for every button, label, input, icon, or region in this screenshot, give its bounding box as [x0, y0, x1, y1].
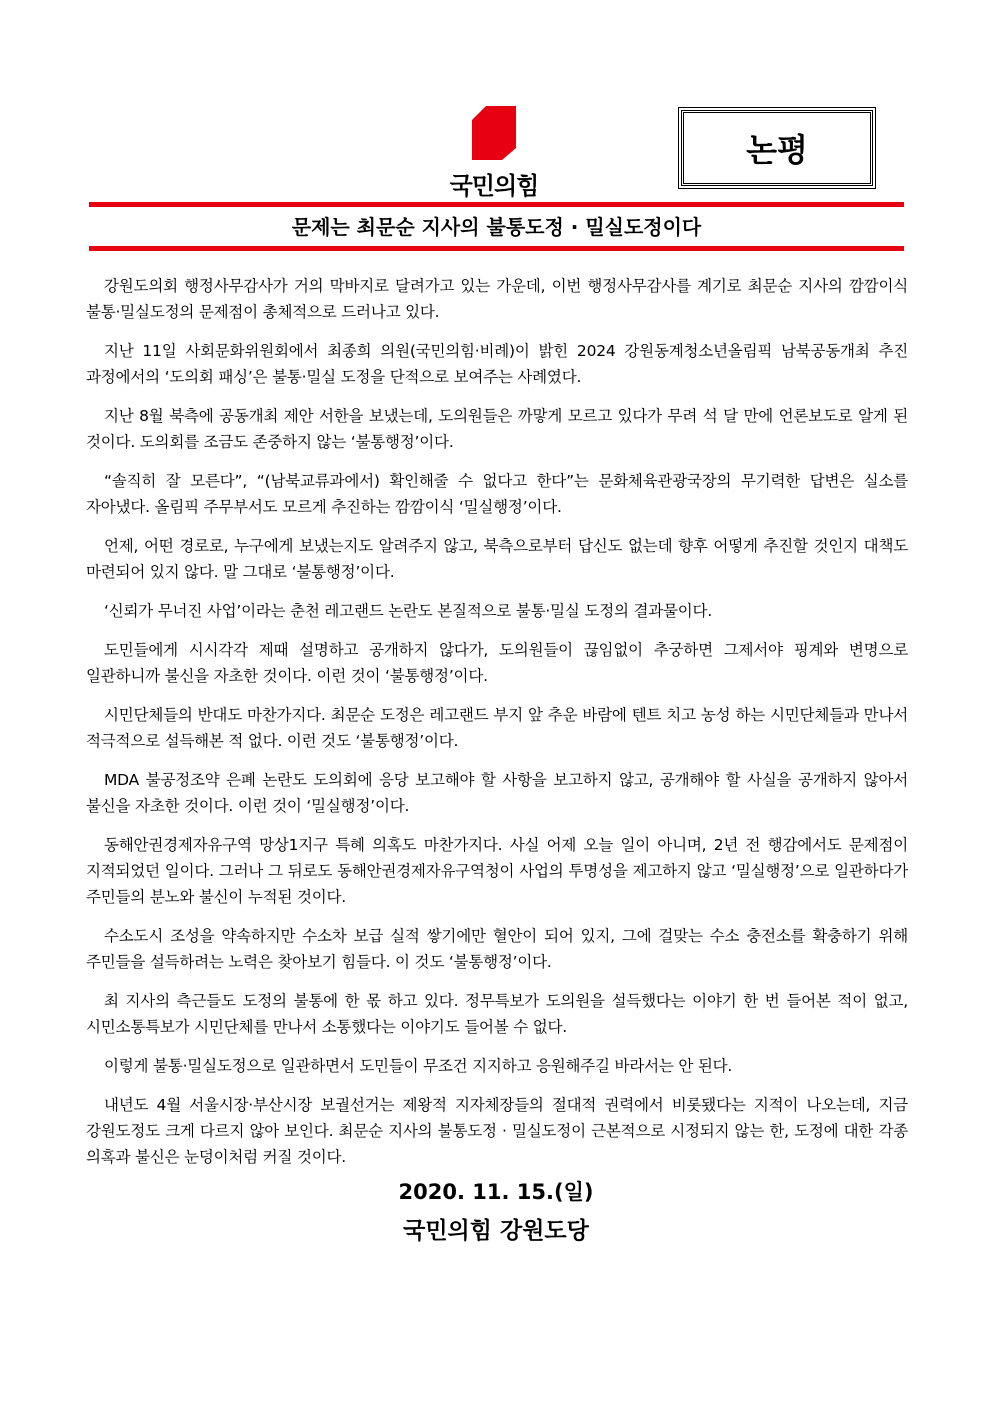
party-logo: [436, 106, 552, 198]
paragraph: 시민단체들의 반대도 마찬가지다. 최문순 도정은 레고랜드 부지 앞 추운 바람에 텐트 치고 농성 하는 시민단체들과 만나서 적극적으로 설득해본 적 없다. 이런 것도 ‘불통행정’이다.: [86, 706, 908, 750]
issuing-organization: 국민의힘 강원도당: [403, 1218, 589, 1244]
party-logo-mark: [472, 106, 516, 160]
headline: 문제는 최문순 지사의 불통도정 · 밀실도정이다: [291, 215, 702, 239]
paragraph: 내년도 4월 서울시장·부산시장 보궐선거는 제왕적 지자체장들의 절대적 권력에서 비롯됐다는 지적이 나오는데, 지금 강원도정도 크게 다르지 않아 보인다. 최문순 지사의 불통도정 · 밀실도정이 근본적으로 시정되지 않는 한, 도정에 대한 각종 의혹과 불신은 눈덩이처럼 커질 것이다.: [86, 1096, 908, 1166]
document-type-box: [681, 110, 873, 186]
document-type-label: 논평: [746, 131, 808, 169]
paragraph: 강원도의회 행정사무감사가 거의 막바지로 달려가고 있는 가운데, 이번 행정사무감사를 계기로 최문순 지사의 깜깜이식 불통·밀실도정의 문제점이 총체적으로 드러나고 있다.: [86, 277, 908, 321]
paragraph: 도민들에게 시시각각 제때 설명하고 공개하지 않다가, 도의원들이 끊임없이 추궁하면 그제서야 핑계와 변명으로 일관하니까 불신을 자초한 것이다. 이런 것이 ‘불통행정’이다.: [86, 641, 908, 685]
paragraph: 이렇게 불통·밀실도정으로 일관하면서 도민들이 무조건 지지하고 응원해주길 바라서는 안 된다.: [104, 1057, 733, 1075]
headline-bottom-rule: [89, 246, 904, 251]
party-logo-text: 국민의힘: [449, 172, 539, 200]
paragraph: 지난 8월 북측에 공동개최 제안 서한을 보냈는데, 도의원들은 까맣게 모르고 있다가 무려 석 달 만에 언론보도로 알게 된 것이다. 도의회를 조금도 존중하지 않는 ‘불통행정’이다.: [86, 407, 908, 451]
paragraph: 수소도시 조성을 약속하지만 수소차 보급 실적 쌓기에만 혈안이 되어 있지, 그에 걸맞는 수소 충전소를 확충하기 위해 주민들을 설득하려는 노력은 찾아보기 힘들다. 이 것도 ‘불통행정’이다.: [86, 927, 908, 971]
statement-body: [86, 273, 908, 1183]
headline-top-rule: [89, 202, 904, 207]
paragraph: ‘신뢰가 무너진 사업’이라는 춘천 레고랜드 논란도 본질적으로 불통·밀실 도정의 결과물이다.: [104, 602, 713, 620]
paragraph: 최 지사의 측근들도 도정의 불통에 한 몫 하고 있다. 정무특보가 도의원을 설득했다는 이야기 한 번 들어본 적이 없고, 시민소통특보가 시민단체를 만나서 소통했다는 이야기도 들어볼 수 없다.: [86, 992, 908, 1036]
paragraph: “솔직히 잘 모른다”, “(남북교류과에서) 확인해줄 수 없다고 한다”는 문화체육관광국장의 무기력한 답변은 실소를 자아냈다. 올림픽 주무부서도 모르게 추진하는 깜깜이식 ‘밀실행정’이다.: [86, 472, 908, 516]
paragraph: 언제, 어떤 경로로, 누구에게 보냈는지도 알려주지 않고, 북측으로부터 답신도 없는데 향후 어떻게 추진할 것인지 대책도 마련되어 있지 않다. 말 그대로 ‘불통행정’이다.: [86, 537, 908, 581]
paragraph: 지난 11일 사회문화위원회에서 최종희 의원(국민의힘·비례)이 밝힌 2024 강원동계청소년올림픽 남북공동개최 추진 과정에서의 ‘도의회 패싱’은 불통·밀실 도정을 단적으로 보여주는 사례였다.: [86, 342, 908, 386]
paragraph: 동해안권경제자유구역 망상1지구 특혜 의혹도 마찬가지다. 사실 어제 오늘 일이 아니며, 2년 전 행감에서도 문제점이 지적되었던 일이다. 그러나 그 뒤로도 동해안권경제자유구역청이 사업의 투명성을 제고하지 않고 ‘밀실행정’으로 일관하다가 주민들의 분노와 불신이 누적된 것이다.: [86, 836, 908, 906]
paragraph: MDA 불공정조약 은폐 논란도 도의회에 응당 보고해야 할 사항을 보고하지 않고, 공개해야 할 사실을 공개하지 않아서 불신을 자초한 것이다. 이런 것이 ‘밀실행정’이다.: [86, 771, 908, 815]
statement-date: 2020. 11. 15.(일): [398, 1180, 594, 1204]
